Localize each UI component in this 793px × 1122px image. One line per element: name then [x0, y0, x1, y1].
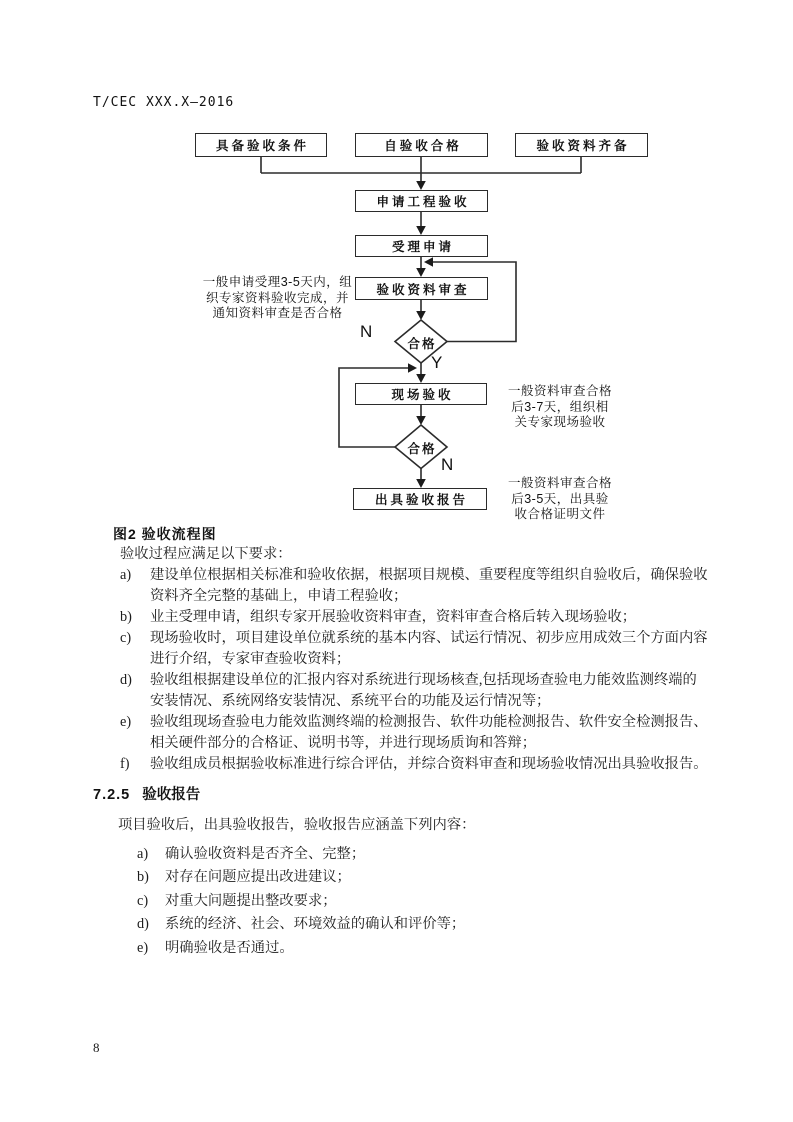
- annotation-certificate-timing: [508, 476, 612, 523]
- flowchart-node-onsite-acceptance: 现场验收: [355, 383, 487, 405]
- list-item-text: 验收组根据建设单位的汇报内容对系统进行现场核查,包括现场查验电力能效监测终端的安装情况、系统网络安装情况、系统平台的功能及运行情况等；: [150, 672, 697, 709]
- decision-label-onsite: 合格: [407, 442, 437, 456]
- acceptance-flowchart: [0, 125, 793, 525]
- annotation-line: 一般资料审查合格: [508, 384, 613, 398]
- flowchart-node-ready-conditions: 具备验收条件: [195, 133, 327, 157]
- flowchart-connectors: [0, 125, 793, 525]
- list-item: [137, 937, 718, 960]
- list-item: [137, 866, 718, 889]
- list-item: [137, 890, 718, 913]
- list-item-label: c): [120, 630, 132, 646]
- list-item-text: 确认验收资料是否齐全、完整；: [165, 846, 366, 862]
- list-item-text: 建设单位根据相关标准和验收依据，根据项目规模、重要程度等组织自验收后，确保验收资料齐全完整的基础上，申请工程验收；: [150, 567, 708, 604]
- flowchart-node-apply: 申请工程验收: [355, 190, 488, 212]
- figure-caption: 图2 验收流程图: [113, 526, 217, 542]
- list-item-label: a): [137, 846, 149, 862]
- list-item-label: c): [137, 892, 149, 909]
- annotation-line: 收合格证明文件: [514, 507, 606, 521]
- list-item: [120, 607, 708, 628]
- flowchart-node-material-review: 验收资料审查: [355, 277, 488, 300]
- list-item: [120, 628, 708, 670]
- list-item: [120, 670, 708, 712]
- branch-label-y1: Y: [431, 353, 443, 372]
- annotation-onsite-timing: [508, 384, 612, 431]
- annotation-line: 后3-7天，组织相: [511, 399, 609, 414]
- flowchart-node-self-acceptance: 自验收合格: [355, 133, 488, 157]
- list-item-label: b): [137, 869, 149, 886]
- list-item-text: 验收组成员根据验收标准进行综合评估，并综合资料审查和现场验收情况出具验收报告。: [150, 756, 708, 772]
- list-item-text: 明确验收是否通过。: [165, 939, 294, 956]
- acceptance-requirements-section: [120, 544, 708, 775]
- list-item: [120, 754, 708, 775]
- list-item-text: 系统的经济、社会、环境效益的确认和评价等；: [165, 916, 466, 933]
- list-item-label: b): [120, 609, 132, 625]
- annotation-line: 织专家资料验收完成，并: [205, 290, 349, 305]
- annotation-line: 关专家现场验收: [514, 415, 606, 429]
- annotation-line: 通知资料审查是否合格: [212, 306, 343, 320]
- branch-label-n1: N: [360, 322, 373, 341]
- list-item-label: e): [137, 939, 149, 956]
- list-item-text: 对重大问题提出整改要求；: [165, 892, 337, 909]
- section-intro: 项目验收后，出具验收报告，验收报告应涵盖下列内容：: [118, 817, 476, 833]
- acceptance-report-section: [118, 815, 718, 960]
- list-item: [137, 913, 718, 936]
- flowchart-node-issue-report: 出具验收报告: [353, 488, 487, 510]
- document-header: T/CEC XXX.X—2016: [93, 95, 235, 110]
- section-intro: 验收过程应满足以下要求：: [120, 546, 292, 562]
- annotation-line: 一般申请受理3-5天内，组: [202, 275, 353, 289]
- page-number: 8: [93, 1040, 100, 1055]
- list-item-label: d): [120, 672, 132, 688]
- annotation-line: 一般资料审查合格: [508, 476, 613, 490]
- list-item: [137, 843, 718, 866]
- annotation-line: 后3-5天，出具验: [511, 491, 609, 506]
- list-item-label: d): [137, 916, 149, 933]
- list-item-text: 现场验收时，项目建设单位就系统的基本内容、试运行情况、初步应用成效三个方面内容进行介绍，专家审查验收资料；: [150, 630, 708, 667]
- list-item: [120, 712, 708, 754]
- section-title: 验收报告: [142, 787, 201, 803]
- list-item-label: e): [120, 714, 132, 730]
- list-item-text: 对存在问题应提出改进建议；: [165, 869, 351, 886]
- list-item: [120, 565, 708, 607]
- list-item-label: f): [120, 756, 130, 772]
- branch-label-n2: N: [441, 455, 454, 474]
- list-item-text: 验收组现场查验电力能效监测终端的检测报告、软件功能检测报告、软件安全检测报告、相关硬件部分的合格证、说明书等，并进行现场质询和答辩；: [150, 714, 708, 751]
- section-number: 7.2.5: [93, 787, 131, 803]
- list-item-text: 业主受理申请，组织专家开展验收资料审查，资料审查合格后转入现场验收；: [150, 609, 637, 625]
- flowchart-node-accept-application: 受理申请: [355, 235, 488, 257]
- section-heading: [93, 783, 200, 804]
- list-item-label: a): [120, 567, 132, 583]
- decision-label-material: 合格: [407, 337, 437, 351]
- flowchart-node-materials-ready: 验收资料齐备: [515, 133, 648, 157]
- annotation-material-review: [200, 275, 355, 322]
